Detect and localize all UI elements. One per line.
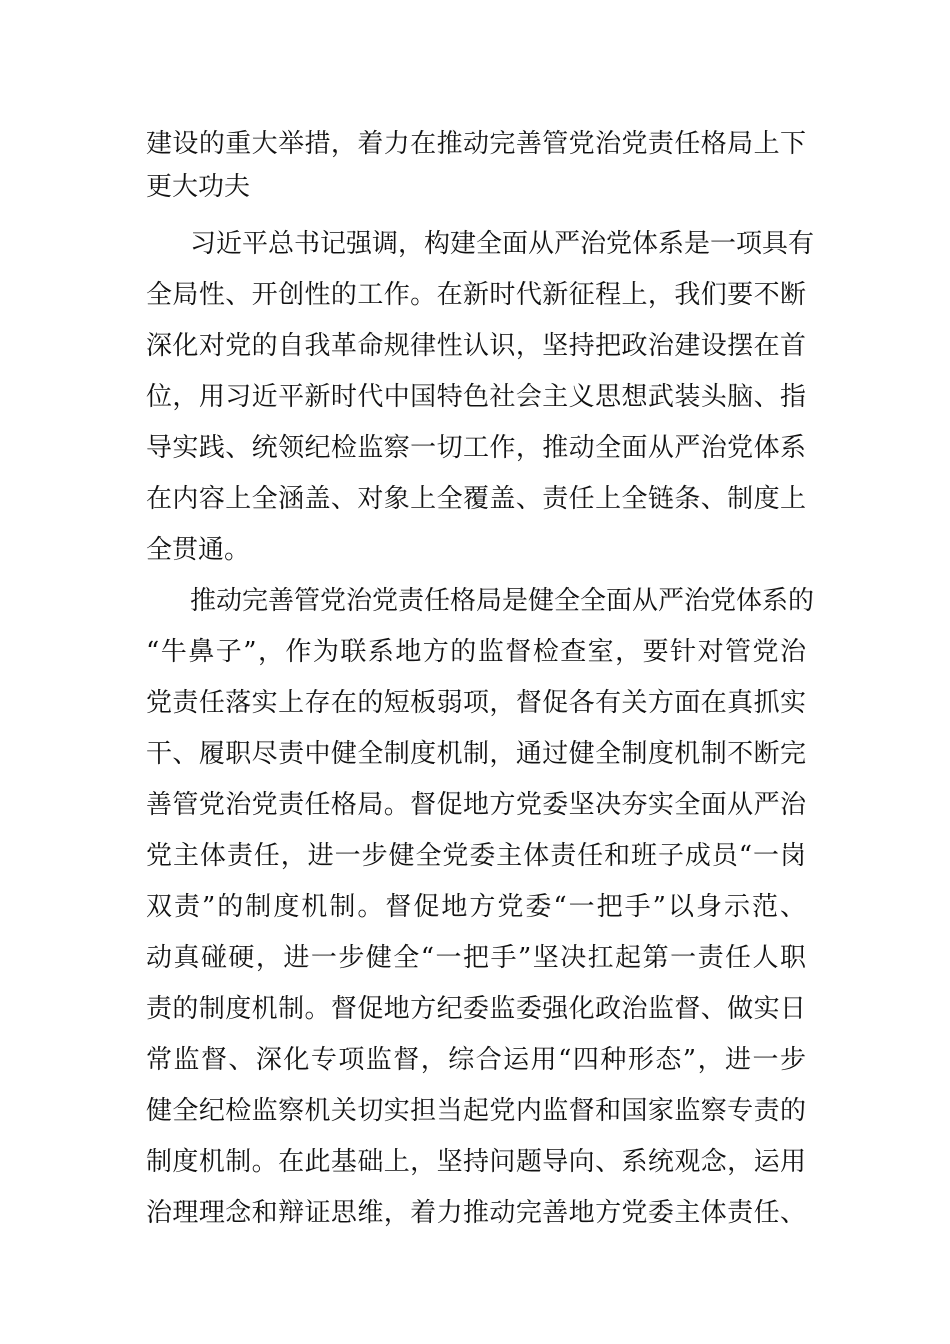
paragraph-1-line-4: 位，用习近平新时代中国特色社会主义思想武装头脑、指 — [146, 382, 806, 412]
paragraph-2-line-10: 常监督、深化专项监督，综合运用“四种形态”，进一步 — [146, 1045, 806, 1075]
paragraph-2-line-4: 干、履职尽责中健全制度机制，通过健全制度机制不断完 — [146, 739, 806, 769]
paragraph-1-line-3: 深化对党的自我革命规律性认识，坚持把政治建设摆在首 — [146, 331, 806, 361]
paragraph-1-line-2: 全局性、开创性的工作。在新时代新征程上，我们要不断 — [146, 280, 806, 310]
heading-line-1: 建设的重大举措，着力在推动完善管党治党责任格局上下 — [146, 129, 806, 159]
paragraph-2-line-2: “牛鼻子”，作为联系地方的监督检查室，要针对管党治 — [146, 637, 806, 667]
paragraph-2-line-13: 治理理念和辩证思维，着力推动完善地方党委主体责任、 — [146, 1198, 806, 1228]
paragraph-1-line-1: 习近平总书记强调，构建全面从严治党体系是一项具有 — [190, 229, 815, 259]
paragraph-2-line-6: 党主体责任，进一步健全党委主体责任和班子成员“一岗 — [146, 841, 806, 871]
paragraph-1-line-7: 全贯通。 — [146, 535, 251, 565]
paragraph-2 — [146, 576, 815, 1239]
paragraph-2-line-8: 动真碰硬，进一步健全“一把手”坚决扛起第一责任人职 — [146, 943, 806, 973]
paragraph-2-line-5: 善管党治党责任格局。督促地方党委坚决夯实全面从严治 — [146, 790, 806, 820]
paragraph-2-line-1: 推动完善管党治党责任格局是健全全面从严治党体系的 — [190, 586, 815, 616]
paragraph-2-line-9: 责的制度机制。督促地方纪委监委强化政治监督、做实日 — [146, 994, 806, 1024]
paragraph-1-line-5: 导实践、统领纪检监察一切工作，推动全面从严治党体系 — [146, 433, 806, 463]
paragraph-2-line-7: 双责”的制度机制。督促地方党委“一把手”以身示范、 — [146, 892, 806, 922]
document-body — [146, 126, 815, 1239]
paragraph-1-line-6: 在内容上全涵盖、对象上全覆盖、责任上全链条、制度上 — [146, 484, 806, 514]
section-heading — [146, 126, 806, 205]
paragraph-1 — [146, 219, 815, 576]
paragraph-2-line-12: 制度机制。在此基础上，坚持问题导向、系统观念，运用 — [146, 1147, 806, 1177]
paragraph-2-line-3: 党责任落实上存在的短板弱项，督促各有关方面在真抓实 — [146, 688, 806, 718]
heading-line-2: 更大功夫 — [146, 172, 251, 202]
paragraph-2-line-11: 健全纪检监察机关切实担当起党内监督和国家监察专责的 — [146, 1096, 806, 1126]
